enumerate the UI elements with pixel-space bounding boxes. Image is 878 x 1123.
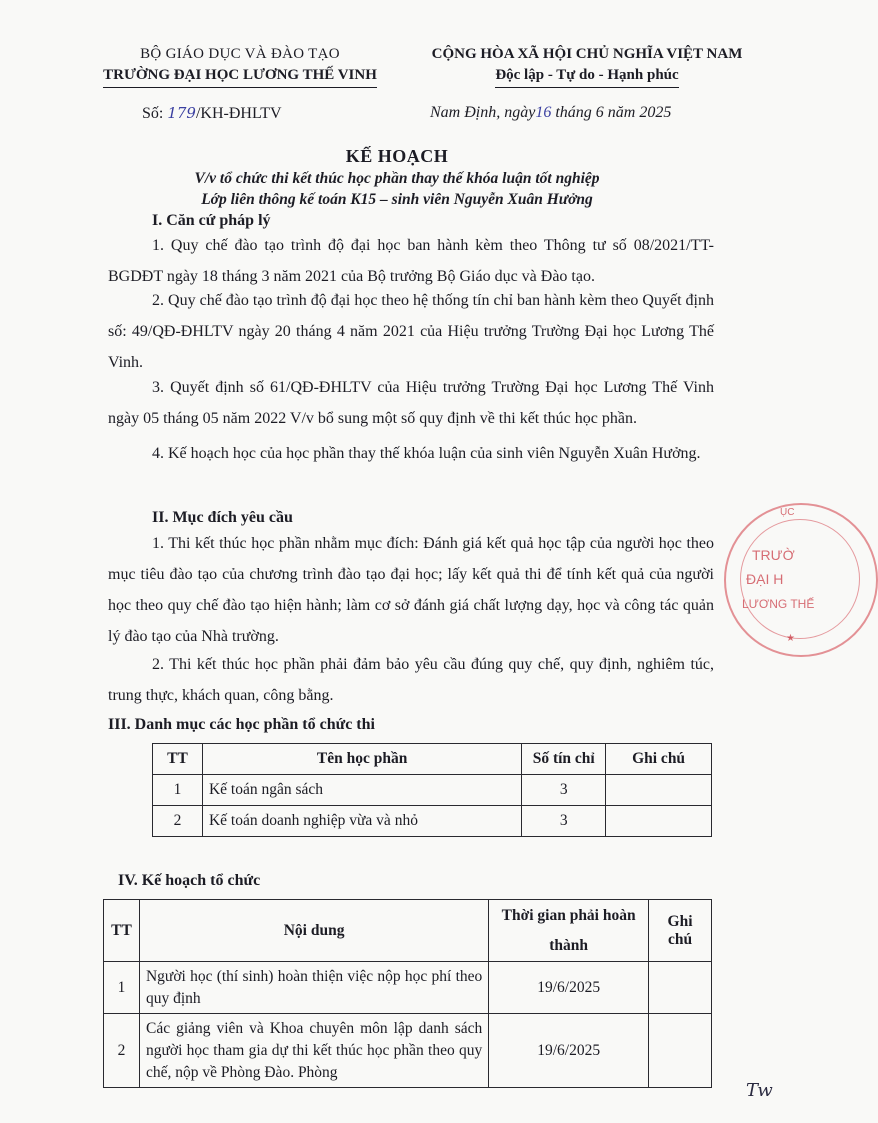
header-left [90,44,390,88]
header-right [392,44,782,88]
legal-basis-2: 2. Quy chế đào tạo trình độ đại học theo hệ thống tín chỉ ban hành kèm theo Quyết định số: 49/QĐ-ĐHLTV ngày 20 tháng 4 năm 2021 của Hiệu trưởng Trường Đại học Lương Thế Vinh. [108,292,714,371]
table-row [104,962,712,1014]
legal-basis-1: 1. Quy chế đào tạo trình độ đại học ban hành kèm theo Thông tư số 08/2021/TT-BGDĐT ngày 18 tháng 3 năm 2021 của Bộ trưởng Bộ Giáo dục và Đào tạo. [108,237,714,285]
table-row [153,806,712,837]
task-note [649,1014,712,1088]
official-seal: ỤC TRƯỜ ĐẠI H LƯƠNG THẾ ★ [724,503,878,657]
column-header: Nội dung [139,900,488,962]
document-subtitle-1: V/v tổ chức thi kết thúc học phần thay thế khóa luận tốt nghiệp [194,170,600,187]
row-number: 1 [153,775,203,806]
purpose-1: 1. Thi kết thúc học phần nhằm mục đích: Đánh giá kết quả học tập của người học theo mục tiêu đào tạo của chương trình đào tạo đại học; lấy kết quả thi để tính kết quả của người học theo quy chế đào tạo hiện hành; làm cơ sở đánh giá chất lượng dạy, học và công tác quản lý đào tạo của Nhà trường. [108,535,714,645]
plan-table [103,899,712,1088]
document-subtitle-2: Lớp liên thông kế toán K15 – sinh viên Nguyễn Xuân Hưởng [201,191,593,208]
row-number: 1 [104,962,140,1014]
column-header: Ghi chú [649,900,712,962]
document-number: Số: 179/KH-ĐHLTV [142,104,282,122]
table-row [104,1014,712,1088]
national-motto: Độc lập - Tự do - Hạnh phúc [495,65,678,88]
section-1-heading: I. Căn cứ pháp lý [152,212,271,229]
legal-basis-3: 3. Quyết định số 61/QĐ-ĐHLTV của Hiệu trưởng Trường Đại học Lương Thế Vinh ngày 05 tháng 05 năm 2022 V/v bổ sung một số quy định về thi kết thúc học phần. [108,379,714,427]
task-content: Các giảng viên và Khoa chuyên môn lập danh sách người học tham gia dự thi kết thúc học phần theo quy chế, nộp về Phòng Đào. Phòng [139,1014,488,1088]
star-icon: ★ [786,633,795,644]
document-title: KẾ HOẠCH [345,146,449,166]
course-note [606,806,712,837]
table-header-row [104,900,712,962]
table-row [153,775,712,806]
column-header: Tên học phần [202,744,521,775]
task-note [649,962,712,1014]
table-header-row [153,744,712,775]
row-number: 2 [104,1014,140,1088]
handwritten-day: 16 [535,104,552,121]
course-name: Kế toán ngân sách [202,775,521,806]
column-header: TT [104,900,140,962]
task-deadline: 19/6/2025 [489,962,649,1014]
courses-table [152,743,712,837]
school-name: TRƯỜNG ĐẠI HỌC LƯƠNG THẾ VINH [103,65,377,88]
course-credits: 3 [522,806,606,837]
place-date: Nam Định, ngày16 tháng 6 năm 2025 [430,104,672,121]
column-header: Thời gian phải hoàn thành [489,900,649,962]
task-content: Người học (thí sinh) hoàn thiện việc nộp học phí theo quy định [139,962,488,1014]
row-number: 2 [153,806,203,837]
column-header: Ghi chú [606,744,712,775]
section-4-heading: IV. Kế hoạch tổ chức [118,872,261,889]
republic-name: CỘNG HÒA XÃ HỘI CHỦ NGHĨA VIỆT NAM [431,46,743,62]
task-deadline: 19/6/2025 [489,1014,649,1088]
column-header: TT [153,744,203,775]
course-note [606,775,712,806]
ministry-name: BỘ GIÁO DỤC VÀ ĐÀO TẠO [140,46,340,62]
section-3-heading: III. Danh mục các học phần tổ chức thi [108,716,375,733]
handwritten-initial: Tw [746,1080,773,1101]
purpose-2: 2. Thi kết thúc học phần phải đảm bảo yêu cầu đúng quy chế, quy định, nghiêm túc, trung thực, khách quan, công bằng. [108,656,714,704]
column-header: Số tín chỉ [522,744,606,775]
course-credits: 3 [522,775,606,806]
course-name: Kế toán doanh nghiệp vừa và nhỏ [202,806,521,837]
section-2-heading: II. Mục đích yêu cầu [152,509,293,526]
handwritten-number: 179 [167,104,196,122]
legal-basis-4: 4. Kế hoạch học của học phần thay thế khóa luận của sinh viên Nguyễn Xuân Hưởng. [152,445,701,462]
